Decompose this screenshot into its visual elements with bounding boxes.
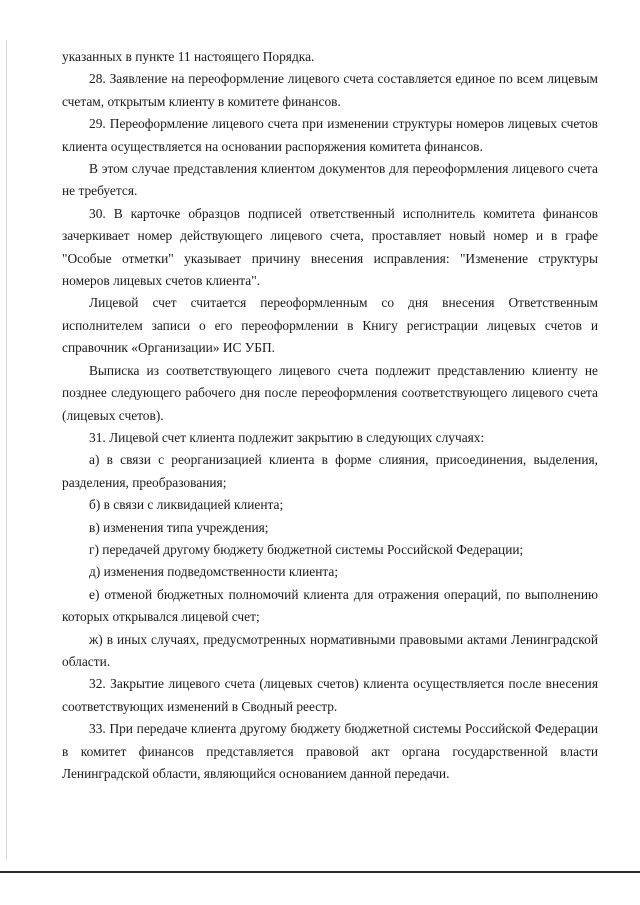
list-item-31d: г) передачей другому бюджету бюджетной системы Российской Федерации; [89,541,524,557]
paragraph-30: 30. В карточке образцов подписей ответственный исполнитель комитета финансов зачеркивает номер действующего лицевого счета, проставляет новый номер и в графе "Особые отметки" указывает причину внесения исправления: "Изменение структуры номеров лицевых счетов клиента". [62,205,598,289]
paragraph-28: 28. Заявление на переоформление лицевого счета составляется единое по всем лицевым счетам, открытым клиенту в комитете финансов. [62,71,598,109]
list-item-31e: д) изменения подведомственности клиента; [89,564,339,580]
paragraph-continuation: указанных в пункте 11 настоящего Порядка. [62,49,315,64]
paragraph-30-statement: Выписка из соответствующего лицевого счета подлежит представлению клиенту не позднее следующего рабочего дня после переоформления соответствующего лицевого счета (лицевых счетов). [62,362,598,423]
document-body [62,46,598,785]
paragraph-31: 31. Лицевой счет клиента подлежит закрытию в следующих случаях: [89,429,485,445]
paragraph-29: 29. Переоформление лицевого счета при изменении структуры номеров лицевых счетов клиента осуществляется на основании распоряжения комитета финансов. [62,116,598,154]
list-item-31g: ж) в иных случаях, предусмотренных нормативными правовыми актами Ленинградской области. [62,631,598,669]
paragraph-32: 32. Закрытие лицевого счета (лицевых счетов) клиента осуществляется после внесения соответствующих изменений в Сводный реестр. [62,676,598,714]
list-item-31c: в) изменения типа учреждения; [89,519,269,535]
paragraph-30-reissued: Лицевой счет считается переоформленным со дня внесения Ответственным исполнителем записи о его переоформлении в Книгу регистрации лицевых счетов и справочник «Организации» ИС УБП. [62,295,598,356]
paragraph-33: 33. При передаче клиента другому бюджету бюджетной системы Российской Федерации в комитет финансов представляется правовой акт органа государственной власти Ленинградской области, являющийся основанием данной передачи. [62,721,598,781]
scan-edge-bottom [0,871,640,873]
paragraph-29-note: В этом случае представления клиентом документов для переоформления лицевого счета не требуется. [62,161,598,199]
list-item-31a: а) в связи с реорганизацией клиента в форме слияния, присоединения, выделения, разделения, преобразования; [62,452,598,490]
scan-edge-left [6,40,7,860]
list-item-31f: е) отменой бюджетных полномочий клиента для отражения операций, по выполнению которых открывался лицевой счет; [62,586,598,625]
list-item-31b: б) в связи с ликвидацией клиента; [89,497,284,513]
